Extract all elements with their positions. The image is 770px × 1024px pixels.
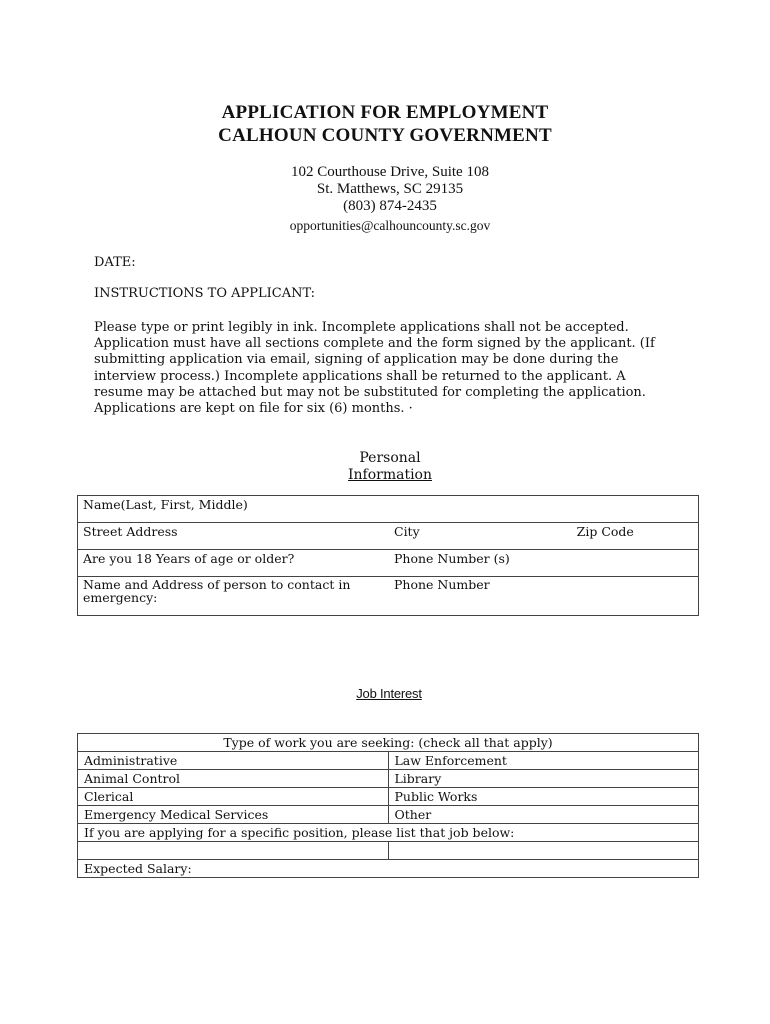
table-row bbox=[78, 788, 699, 806]
table-row bbox=[78, 734, 699, 752]
phone-numbers-label: Phone Number (s) bbox=[394, 551, 510, 566]
work-type-header: Type of work you are seeking: (check all that apply) bbox=[78, 734, 699, 752]
job-interest-title: Job Interest bbox=[356, 686, 422, 701]
street-address-label: Street Address bbox=[83, 524, 178, 539]
instructions-line: Application must have all sections complete and the form signed by the applicant. (If bbox=[94, 336, 655, 352]
emergency-phone-label: Phone Number bbox=[394, 577, 490, 592]
table-row bbox=[78, 770, 699, 788]
address-email: opportunities@calhouncounty.sc.gov bbox=[289, 218, 491, 233]
specific-position-field-2[interactable] bbox=[388, 842, 699, 860]
option-emergency-medical-services[interactable]: Emergency Medical Services bbox=[78, 806, 389, 824]
instructions-line: interview process.) Incomplete applications shall be returned to the applicant. A bbox=[94, 368, 626, 384]
table-row bbox=[78, 824, 699, 842]
table-row bbox=[78, 550, 699, 577]
address-city: St. Matthews, SC 29135 bbox=[316, 181, 464, 197]
street-address-field[interactable] bbox=[78, 523, 390, 550]
option-public-works[interactable]: Public Works bbox=[388, 788, 699, 806]
table-row bbox=[78, 842, 699, 860]
specific-position-label: If you are applying for a specific position, please list that job below: bbox=[78, 824, 699, 842]
instructions-line: Applications are kept on file for six (6) months. · bbox=[94, 401, 413, 417]
expected-salary-label: Expected Salary: bbox=[84, 861, 192, 876]
form-title: APPLICATION FOR EMPLOYMENT bbox=[221, 102, 549, 123]
table-row bbox=[78, 577, 699, 616]
emergency-contact-field[interactable] bbox=[78, 577, 390, 616]
city-field[interactable] bbox=[389, 523, 572, 550]
table-row bbox=[78, 860, 699, 878]
instructions-line: submitting application via email, signing of application may be done during the bbox=[94, 352, 619, 368]
option-clerical[interactable]: Clerical bbox=[78, 788, 389, 806]
option-other[interactable]: Other bbox=[388, 806, 699, 824]
option-animal-control[interactable]: Animal Control bbox=[78, 770, 389, 788]
date-label: DATE: bbox=[94, 255, 136, 270]
name-label: Name(Last, First, Middle) bbox=[83, 497, 248, 512]
option-law-enforcement[interactable]: Law Enforcement bbox=[388, 752, 699, 770]
table-row bbox=[78, 752, 699, 770]
personal-information-table bbox=[77, 495, 699, 616]
expected-salary-field[interactable] bbox=[78, 860, 699, 878]
table-row bbox=[78, 523, 699, 550]
address-phone: (803) 874-2435 bbox=[343, 198, 437, 214]
phone-numbers-field[interactable] bbox=[389, 550, 699, 577]
age-question-label: Are you 18 Years of age or older? bbox=[83, 551, 295, 566]
instructions-text bbox=[94, 320, 694, 417]
option-administrative[interactable]: Administrative bbox=[78, 752, 389, 770]
address-street: 102 Courthouse Drive, Suite 108 bbox=[291, 164, 489, 180]
zip-code-field[interactable] bbox=[572, 523, 699, 550]
instructions-line: Please type or print legibly in ink. Incomplete applications shall not be accepted. bbox=[94, 320, 629, 335]
personal-section-title: Personal bbox=[359, 450, 421, 466]
emergency-contact-label: Name and Address of person to contact in emergency: bbox=[83, 577, 351, 605]
table-row bbox=[78, 496, 699, 523]
option-library[interactable]: Library bbox=[388, 770, 699, 788]
job-interest-table bbox=[77, 733, 699, 878]
instructions-heading: INSTRUCTIONS TO APPLICANT: bbox=[94, 286, 316, 301]
city-label: City bbox=[394, 524, 420, 539]
age-field[interactable] bbox=[78, 550, 390, 577]
table-row bbox=[78, 806, 699, 824]
emergency-phone-field[interactable] bbox=[389, 577, 699, 616]
organization-title: CALHOUN COUNTY GOVERNMENT bbox=[218, 125, 552, 146]
specific-position-field-1[interactable] bbox=[78, 842, 389, 860]
zip-code-label: Zip Code bbox=[576, 524, 634, 539]
name-field[interactable] bbox=[78, 496, 699, 523]
instructions-line: resume may be attached but may not be substituted for completing the application. bbox=[94, 384, 646, 400]
personal-section-subtitle: Information bbox=[347, 467, 433, 483]
